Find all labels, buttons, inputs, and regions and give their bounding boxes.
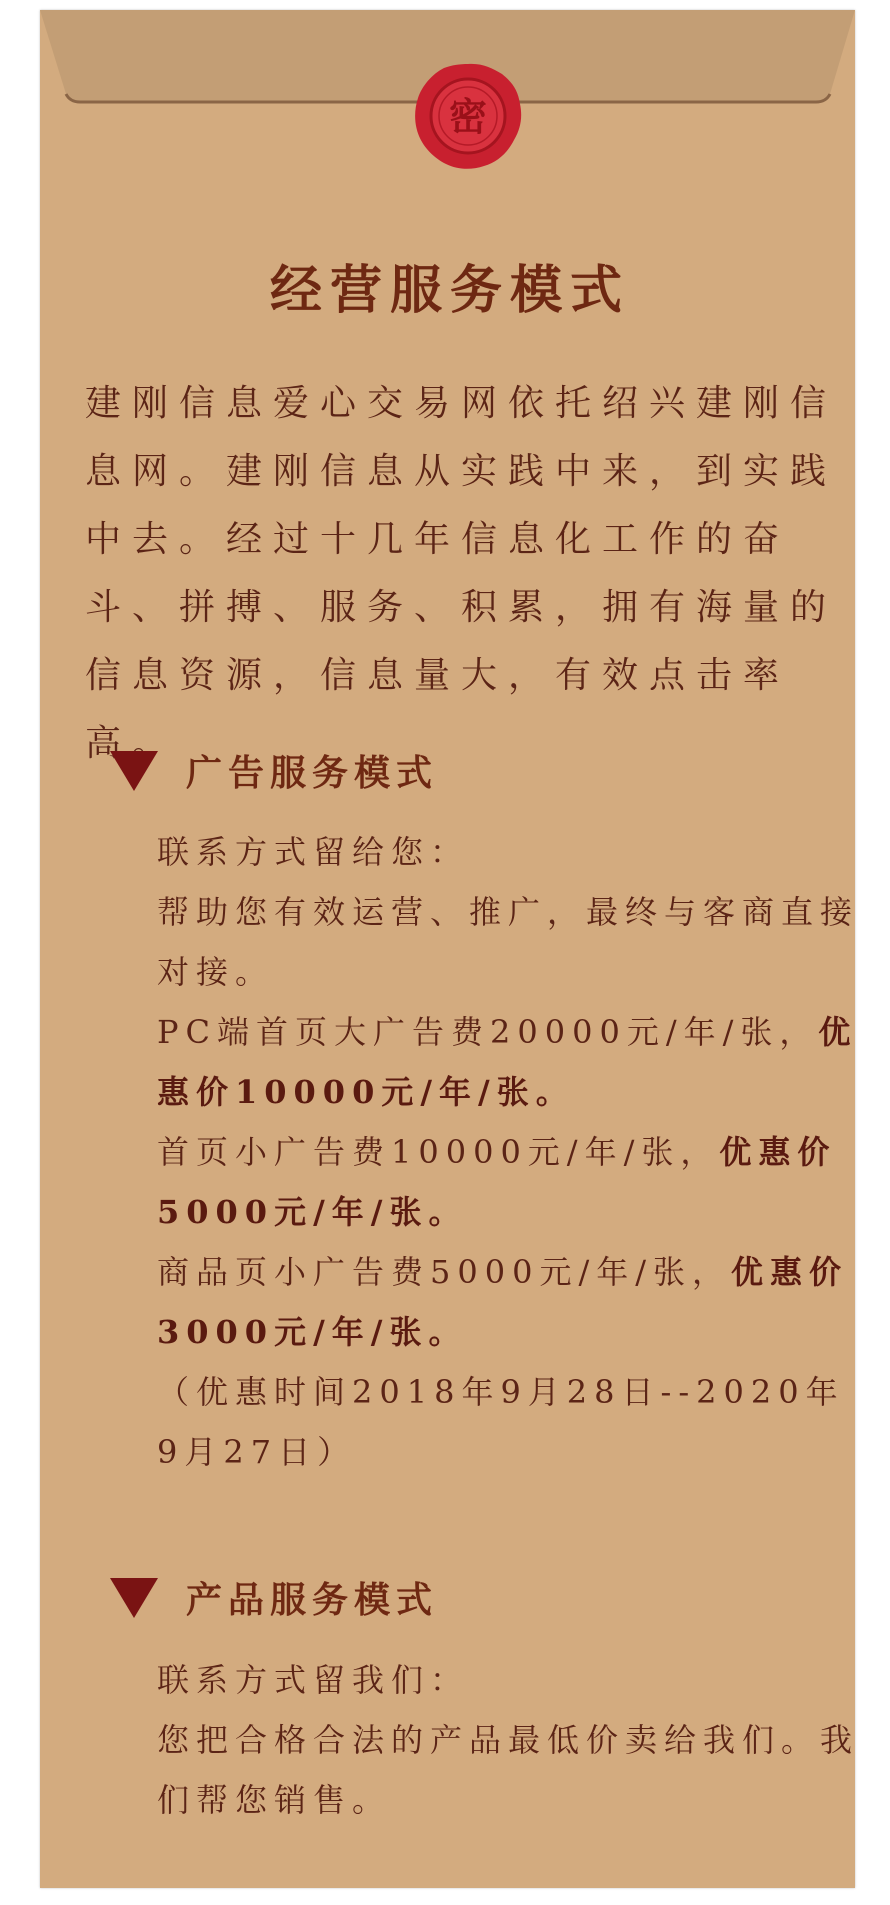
product-contact-line: 联系方式留我们：: [157, 1661, 470, 1699]
product-sell-line: 您把合格合法的产品最低价卖给我们。我们帮您销售。: [157, 1721, 860, 1819]
product-page-ad-price: [157, 1242, 867, 1362]
triangle-bullet-icon: [110, 1578, 158, 1618]
product-page-ad-price-text: 商品页小广告费5000元/年/张，: [157, 1253, 732, 1291]
ad-contact-line: 联系方式留给您：: [157, 833, 470, 871]
ad-help-line: 帮助您有效运营、推广，最终与客商直接对接。: [157, 893, 860, 991]
ad-section-body: [157, 822, 867, 1482]
triangle-bullet-icon: [110, 751, 158, 791]
ad-section-header: [110, 745, 438, 796]
page-title: 经营服务模式: [269, 260, 630, 321]
envelope: [40, 10, 860, 1888]
pc-ad-price: [157, 1002, 867, 1122]
ad-section-title: 广告服务模式: [186, 752, 439, 794]
home-small-ad-discount: 优惠价5000元/年/张。: [157, 1133, 837, 1231]
pc-ad-discount: 优惠价10000元/年/张。: [157, 1013, 858, 1111]
pc-ad-price-text: PC端首页大广告费20000元/年/张，: [157, 1013, 819, 1051]
home-small-ad-price: [157, 1122, 867, 1242]
product-section-body: [157, 1650, 867, 1830]
product-section-title: 产品服务模式: [186, 1579, 439, 1621]
product-page-ad-discount: 优惠价3000元/年/张。: [157, 1253, 849, 1351]
wax-seal-icon: [412, 60, 524, 172]
intro-paragraph: 建刚信息爱心交易网依托绍兴建刚信息网。建刚信息从实践中来，到实践中去。经过十几年信息化工作的奋斗、拼搏、服务、积累，拥有海量的信息资源，信息量大，有效点击率高。: [85, 383, 838, 764]
product-section-header: [110, 1572, 438, 1623]
discount-period: （优惠时间2018年9月28日--2020年9月27日）: [157, 1373, 845, 1471]
seal-char: 密: [448, 95, 488, 139]
home-small-ad-price-text: 首页小广告费10000元/年/张，: [157, 1133, 720, 1171]
